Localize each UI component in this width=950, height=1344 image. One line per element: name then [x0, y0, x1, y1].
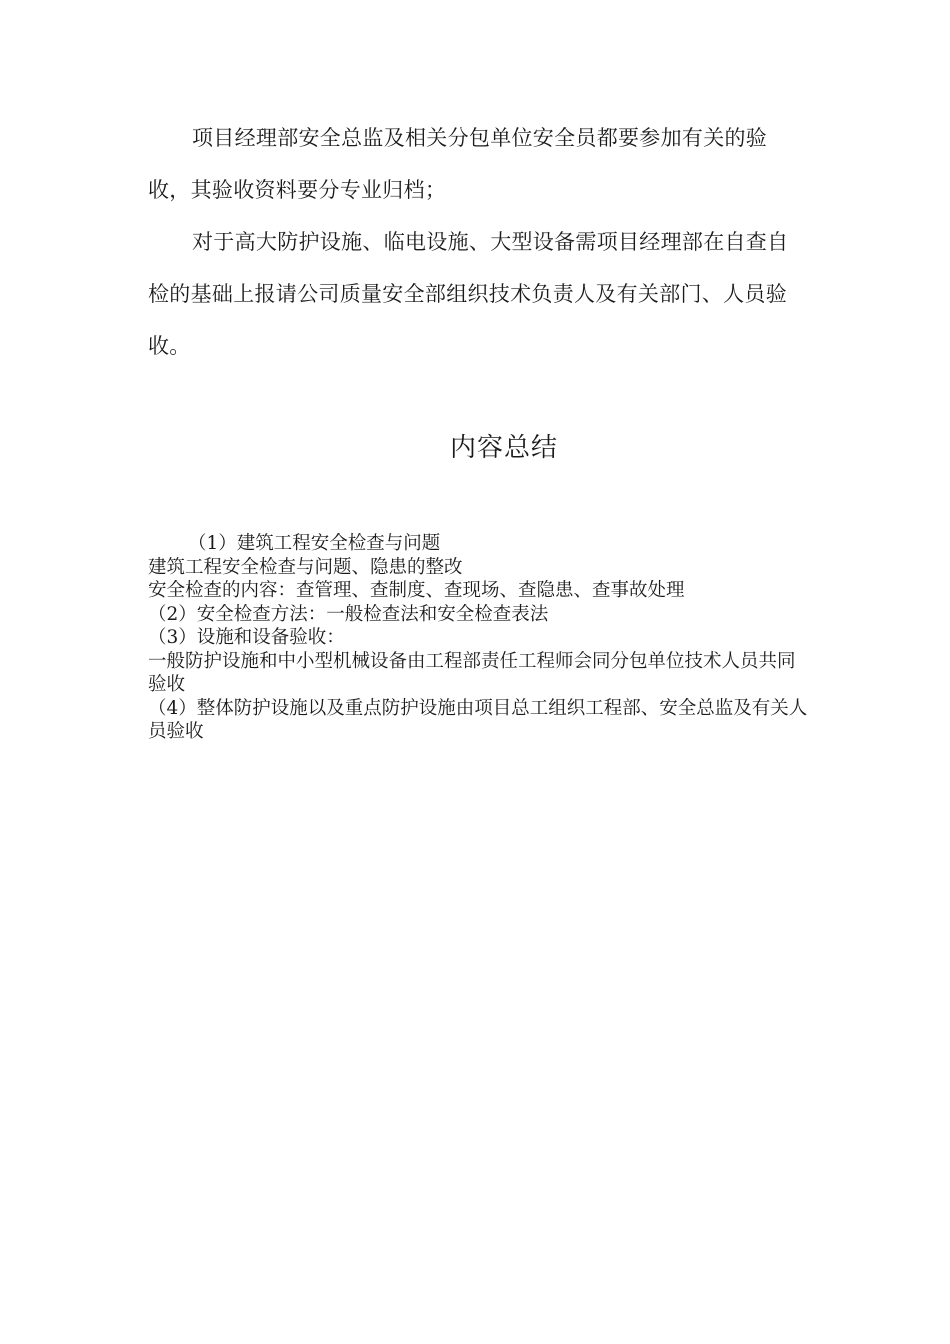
body-text: [148, 112, 802, 372]
summary-list: [148, 532, 808, 744]
summary-line: 一般防护设施和中小型机械设备由工程部责任工程师会同分包单位技术人员共同验收: [148, 650, 796, 695]
summary-line: （3）设施和设备验收：: [148, 627, 345, 648]
summary-line: （1）建筑工程安全检查与问题: [188, 533, 441, 554]
summary-line: （2）安全检查方法：一般检查法和安全检查表法: [148, 603, 549, 625]
summary-line: （4）整体防护设施以及重点防护设施由项目总工组织工程部、安全总监及有关人员验收: [148, 697, 808, 742]
summary-line: 安全检查的内容：查管理、查制度、查现场、查隐患、查事故处理: [148, 580, 685, 601]
summary-title: 内容总结: [449, 433, 558, 463]
summary-line: 建筑工程安全检查与问题、隐患的整改: [148, 556, 463, 578]
body-paragraph-2: 对于高大防护设施、临电设施、大型设备需项目经理部在自查自检的基础上报请公司质量安全部组织技术负责人及有关部门、人员验收。: [148, 230, 789, 358]
body-paragraph-1: 项目经理部安全总监及相关分包单位安全员都要参加有关的验收，其验收资料要分专业归档；: [148, 126, 768, 202]
